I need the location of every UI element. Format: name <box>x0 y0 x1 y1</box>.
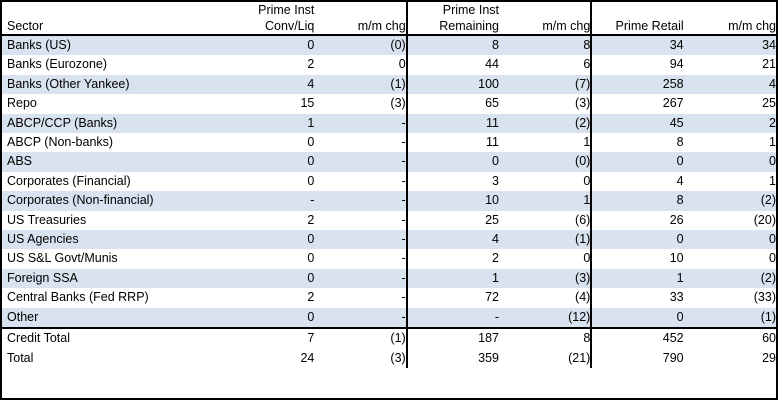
row-prime-inst-convliq: 1 <box>222 114 314 133</box>
row-sector: ABS <box>2 152 222 171</box>
row-prime-retail-chg: 1 <box>769 173 776 188</box>
row-prime-inst-remaining: 65 <box>407 94 499 113</box>
row-prime-inst-remaining-chg: (0) <box>499 152 591 171</box>
table-row <box>2 114 776 133</box>
row-prime-retail: 0 <box>591 230 683 249</box>
table-row <box>2 55 776 74</box>
row-sector: ABCP (Non-banks) <box>7 135 114 150</box>
row-prime-retail-chg: 0 <box>684 230 776 249</box>
row-sector: Repo <box>7 96 37 111</box>
row-prime-inst-convliq: 0 <box>307 173 315 188</box>
row-prime-inst-remaining: 2 <box>407 249 499 268</box>
row-prime-inst-convliq-chg: - <box>314 114 406 133</box>
total-prime-inst-convliq-chg: (3) <box>390 350 406 365</box>
row-prime-inst-remaining-chg: (6) <box>575 212 591 227</box>
row-prime-inst-remaining: 11 <box>407 114 499 133</box>
row-prime-inst-remaining-chg: 1 <box>583 135 591 150</box>
row-prime-inst-convliq-chg: - <box>401 173 406 188</box>
total-prime-inst-remaining: 187 <box>407 328 499 348</box>
table-row <box>2 191 776 210</box>
row-prime-retail-chg: (2) <box>684 269 776 288</box>
row-prime-retail: 0 <box>591 152 683 171</box>
row-prime-inst-convliq: - <box>222 191 314 210</box>
row-prime-inst-convliq-chg: - <box>314 230 406 249</box>
row-prime-retail-chg: 4 <box>684 75 776 94</box>
row-prime-inst-convliq: 4 <box>222 75 314 94</box>
row-prime-retail-chg: 2 <box>684 114 776 133</box>
row-prime-inst-convliq: 0 <box>222 35 314 55</box>
row-prime-inst-convliq-chg: - <box>401 290 406 305</box>
header-row-line2 <box>2 18 776 35</box>
header-group2-line1: Prime Inst <box>407 2 499 18</box>
row-prime-inst-remaining: 0 <box>407 152 499 171</box>
row-prime-inst-remaining-chg: 8 <box>499 35 591 55</box>
row-prime-inst-remaining: 25 <box>407 211 499 230</box>
credit-total-row <box>2 328 776 348</box>
row-prime-inst-remaining-chg: (4) <box>575 290 591 305</box>
row-prime-inst-convliq: 0 <box>222 308 314 328</box>
row-prime-retail-chg: (20) <box>753 212 776 227</box>
row-prime-inst-remaining-chg: (1) <box>499 230 591 249</box>
row-prime-inst-convliq: 2 <box>307 290 315 305</box>
header-group3-chg: m/m chg <box>684 18 776 35</box>
row-prime-inst-remaining: 3 <box>407 172 499 191</box>
header-spacer <box>2 2 222 18</box>
row-prime-retail: 1 <box>591 269 683 288</box>
row-prime-inst-remaining-chg: (2) <box>499 114 591 133</box>
row-sector: Other <box>2 308 222 328</box>
row-prime-inst-remaining-chg: (12) <box>499 308 591 328</box>
row-prime-retail-chg: 21 <box>762 57 776 72</box>
row-prime-inst-convliq: 2 <box>307 57 315 72</box>
row-prime-inst-convliq: 0 <box>222 152 314 171</box>
row-prime-inst-remaining: 10 <box>407 191 499 210</box>
row-sector: Foreign SSA <box>2 269 222 288</box>
row-prime-inst-convliq-chg: - <box>401 212 406 227</box>
row-prime-inst-convliq-chg: - <box>314 308 406 328</box>
row-prime-inst-convliq-chg: - <box>314 269 406 288</box>
row-prime-inst-convliq-chg: - <box>401 251 406 266</box>
table-row <box>2 172 776 191</box>
table-row <box>2 249 776 268</box>
row-prime-inst-convliq-chg: - <box>314 191 406 210</box>
row-prime-inst-remaining-chg: 6 <box>583 57 591 72</box>
header-group2-chg-spacer <box>499 2 591 18</box>
row-prime-retail-chg: 25 <box>762 96 776 111</box>
header-group3-line2: Prime Retail <box>591 18 683 35</box>
row-sector: Central Banks (Fed RRP) <box>7 290 149 305</box>
row-prime-inst-remaining: 11 <box>407 133 499 152</box>
row-prime-inst-remaining: 1 <box>407 269 499 288</box>
row-sector: ABCP/CCP (Banks) <box>2 114 222 133</box>
row-prime-inst-convliq: 0 <box>307 251 315 266</box>
row-sector: Corporates (Non-financial) <box>2 191 222 210</box>
table-row <box>2 269 776 288</box>
header-group1-line2: Conv/Liq <box>222 18 314 35</box>
grand-total-row <box>2 349 776 368</box>
row-prime-retail: 94 <box>591 55 683 74</box>
row-prime-retail: 258 <box>591 75 683 94</box>
row-prime-retail: 8 <box>591 133 683 152</box>
header-group1-chg: m/m chg <box>314 18 406 35</box>
row-prime-inst-remaining: - <box>407 308 499 328</box>
row-prime-retail-chg: 34 <box>684 35 776 55</box>
row-sector: US S&L Govt/Munis <box>7 251 118 266</box>
table-row <box>2 35 776 55</box>
row-prime-retail: 4 <box>591 172 683 191</box>
row-prime-inst-remaining-chg: 1 <box>499 191 591 210</box>
header-group2-chg: m/m chg <box>499 18 591 35</box>
total-prime-inst-remaining: 359 <box>407 349 499 368</box>
row-prime-inst-convliq: 2 <box>307 212 315 227</box>
total-prime-inst-remaining-chg: 8 <box>499 328 591 348</box>
fund-holdings-table <box>2 2 776 368</box>
total-prime-inst-convliq: 24 <box>300 350 315 365</box>
row-prime-retail: 8 <box>591 191 683 210</box>
header-sector: Sector <box>2 18 222 35</box>
table-header <box>2 2 776 35</box>
row-prime-inst-remaining-chg: (7) <box>499 75 591 94</box>
header-group1-chg-spacer <box>314 2 406 18</box>
total-prime-retail: 790 <box>591 349 683 368</box>
row-prime-inst-remaining: 4 <box>407 230 499 249</box>
row-prime-inst-remaining: 72 <box>407 288 499 307</box>
header-row-line1 <box>2 2 776 18</box>
total-prime-inst-remaining-chg: (21) <box>568 350 591 365</box>
total-prime-inst-convliq-chg: (1) <box>314 328 406 348</box>
header-group2-line2: Remaining <box>407 18 499 35</box>
row-prime-retail: 34 <box>591 35 683 55</box>
row-prime-inst-convliq: 0 <box>222 269 314 288</box>
row-prime-retail-chg: (1) <box>684 308 776 328</box>
total-prime-inst-convliq: 7 <box>222 328 314 348</box>
table-row <box>2 152 776 171</box>
row-prime-inst-convliq-chg: - <box>401 135 406 150</box>
row-prime-retail: 10 <box>591 249 683 268</box>
row-prime-inst-convliq: 0 <box>222 230 314 249</box>
row-prime-retail: 0 <box>591 308 683 328</box>
total-prime-retail-chg: 60 <box>684 328 776 348</box>
row-sector: Banks (Eurozone) <box>7 57 108 72</box>
table-body <box>2 35 776 368</box>
row-sector: Corporates (Financial) <box>7 173 131 188</box>
row-prime-retail-chg: (33) <box>753 290 776 305</box>
table-row <box>2 288 776 307</box>
row-prime-inst-convliq-chg: - <box>314 152 406 171</box>
table-row <box>2 308 776 328</box>
row-prime-retail-chg: 0 <box>769 251 776 266</box>
row-sector: Banks (Other Yankee) <box>2 75 222 94</box>
table-row <box>2 94 776 113</box>
table-row <box>2 133 776 152</box>
header-group1-line1: Prime Inst <box>258 3 315 17</box>
row-prime-inst-remaining-chg: (3) <box>575 96 591 111</box>
row-prime-retail: 45 <box>591 114 683 133</box>
row-prime-retail-chg: (2) <box>684 191 776 210</box>
total-label: Credit Total <box>2 328 222 348</box>
table-row <box>2 211 776 230</box>
row-prime-inst-convliq-chg: (1) <box>314 75 406 94</box>
row-prime-inst-convliq-chg: (3) <box>390 96 406 111</box>
total-label: Total <box>7 350 34 365</box>
row-prime-retail: 33 <box>591 288 683 307</box>
row-prime-retail-chg: 0 <box>684 152 776 171</box>
header-group3-chg-spacer <box>684 2 776 18</box>
row-prime-inst-convliq-chg: 0 <box>398 57 406 72</box>
row-sector: US Treasuries <box>7 212 87 227</box>
table-row <box>2 75 776 94</box>
row-prime-retail: 267 <box>591 94 683 113</box>
header-group3-line1 <box>591 2 683 18</box>
row-prime-inst-remaining: 100 <box>407 75 499 94</box>
row-prime-inst-remaining-chg: 0 <box>583 251 591 266</box>
row-prime-inst-convliq: 15 <box>300 96 315 111</box>
total-prime-retail-chg: 29 <box>762 350 776 365</box>
row-prime-inst-remaining-chg: (3) <box>499 269 591 288</box>
row-prime-inst-convliq: 0 <box>307 135 315 150</box>
row-prime-inst-remaining-chg: 0 <box>583 173 591 188</box>
table-row <box>2 230 776 249</box>
row-prime-retail-chg: 1 <box>769 135 776 150</box>
row-prime-inst-remaining: 44 <box>407 55 499 74</box>
row-prime-inst-remaining: 8 <box>407 35 499 55</box>
row-prime-inst-convliq-chg: (0) <box>314 35 406 55</box>
row-sector: Banks (US) <box>2 35 222 55</box>
row-prime-retail: 26 <box>591 211 683 230</box>
total-prime-retail: 452 <box>591 328 683 348</box>
row-sector: US Agencies <box>2 230 222 249</box>
